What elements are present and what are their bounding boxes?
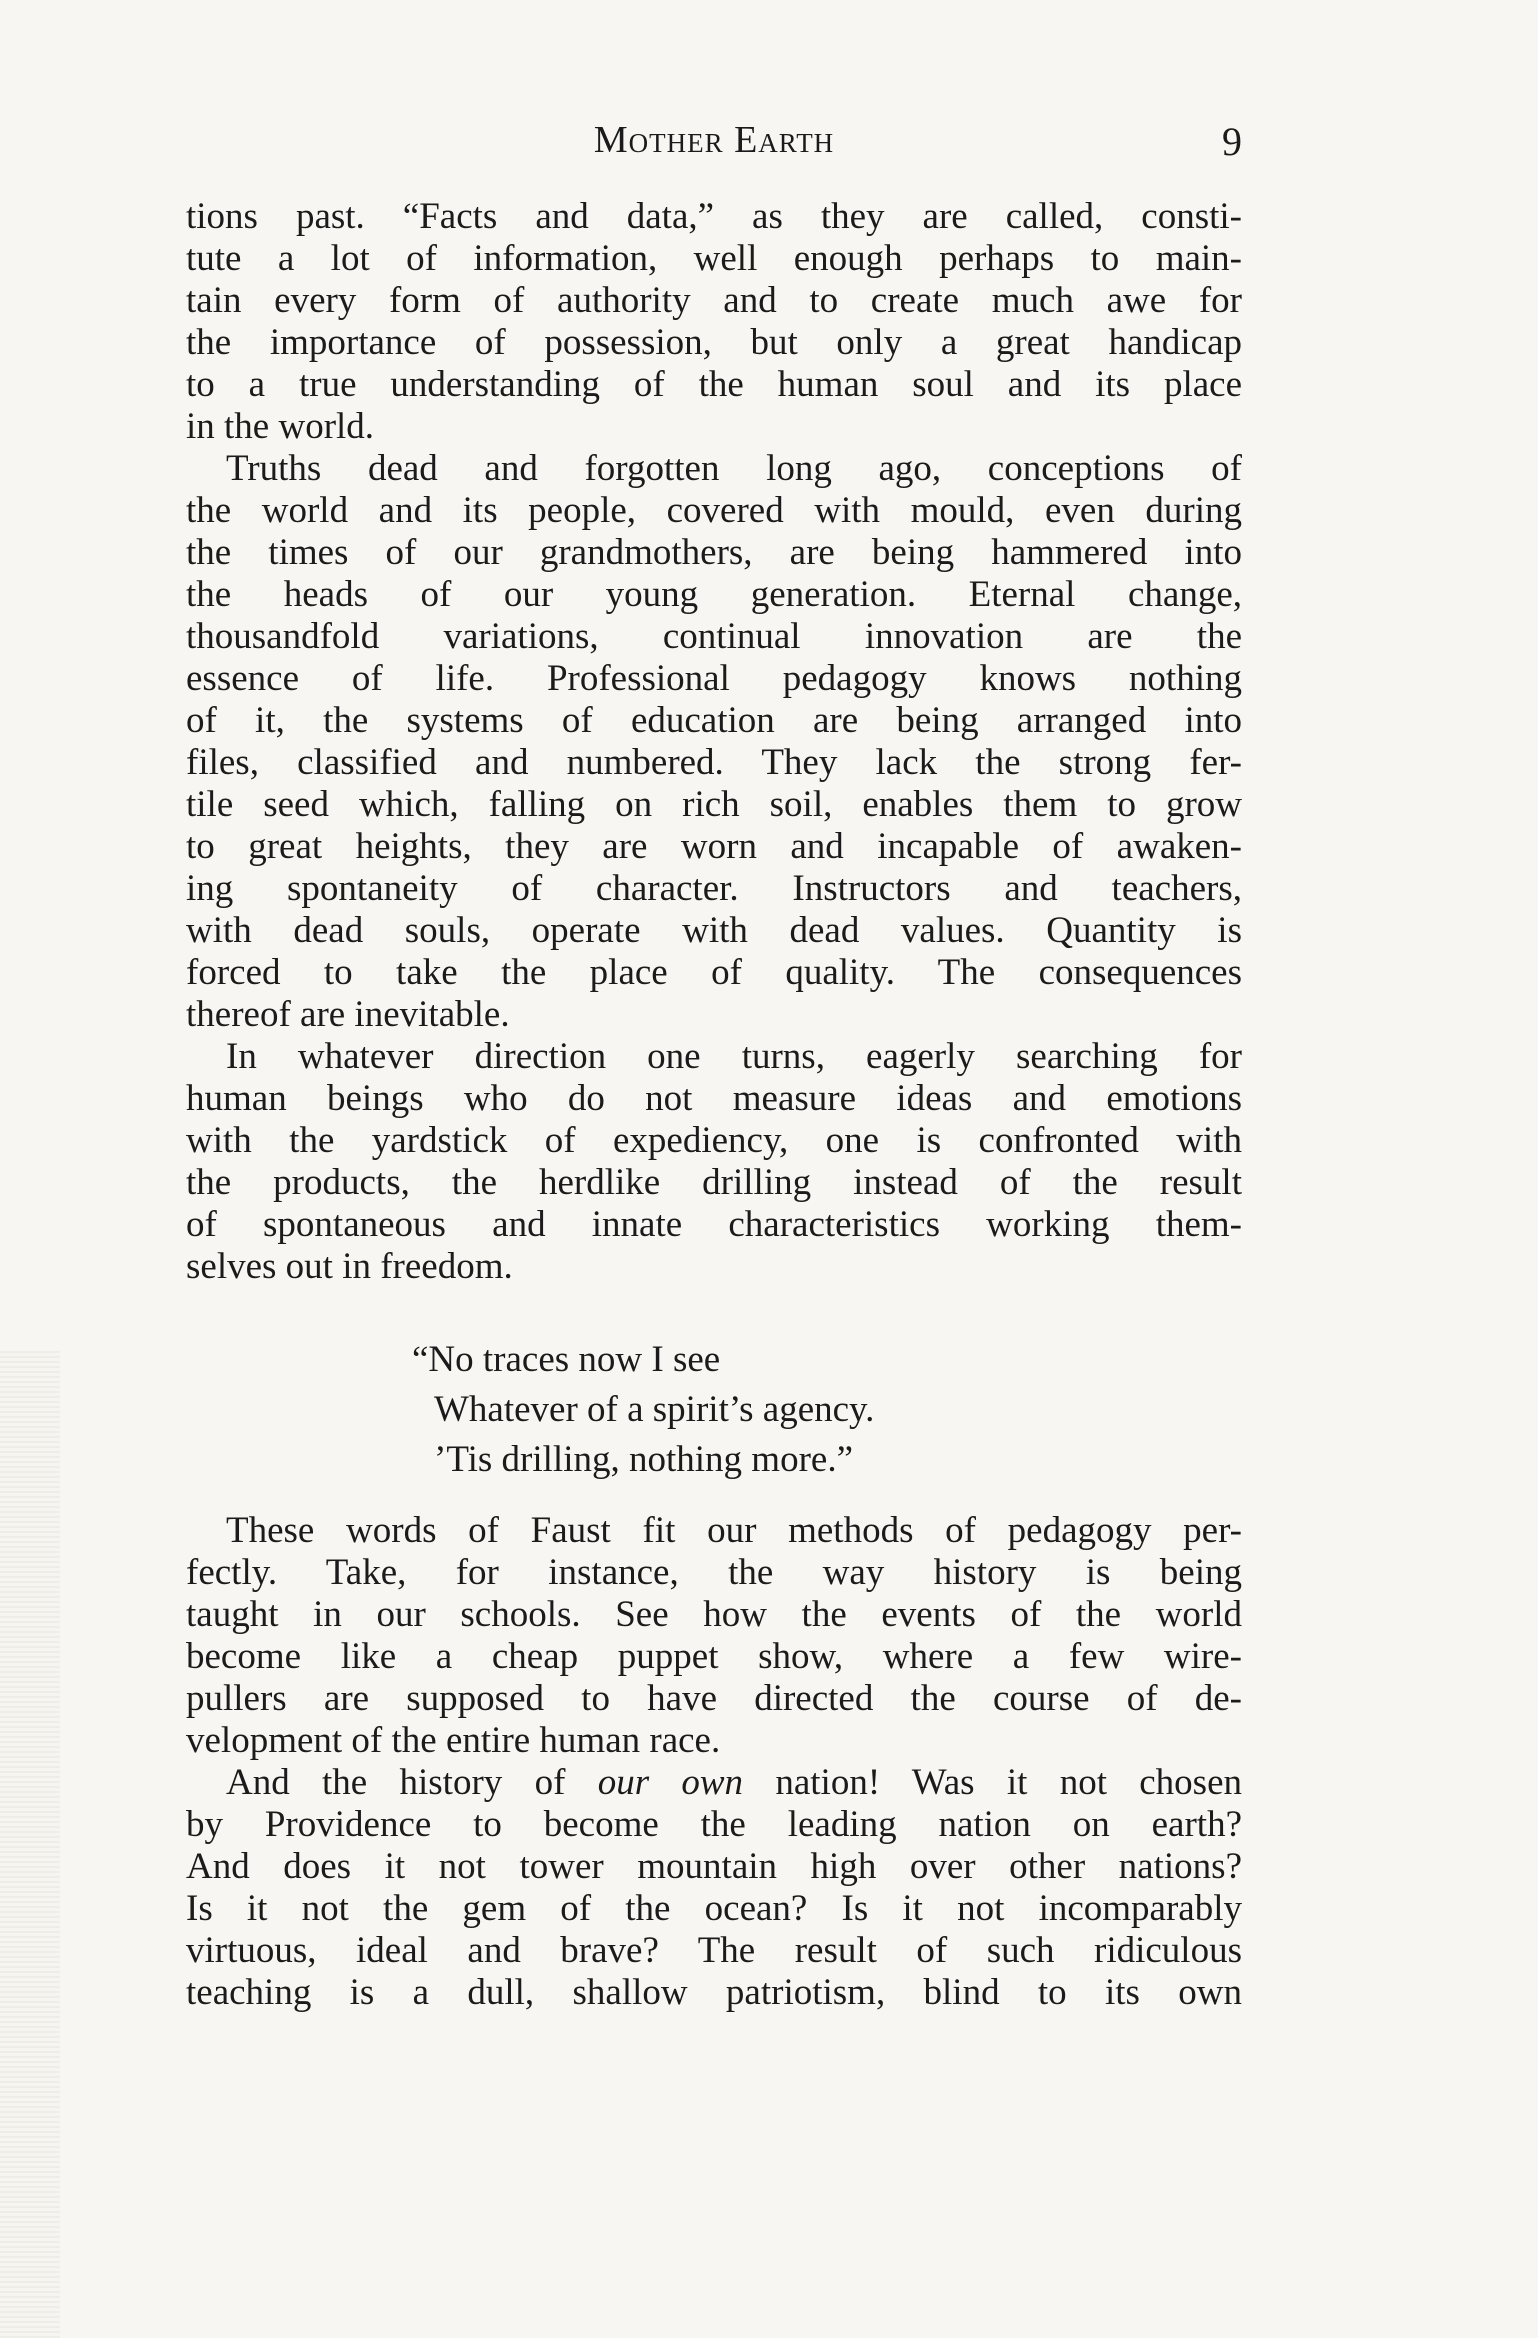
text-line: the world and its people, covered with mould, even during (186, 490, 1242, 531)
paragraph-3 (186, 1036, 1242, 1288)
verse-quotation (412, 1335, 1112, 1485)
text-line: tile seed which, falling on rich soil, enables them to grow (186, 784, 1242, 825)
text-fragment: nation! Was it not chosen (743, 1762, 1243, 1803)
text-line: thereof are inevitable. (186, 994, 510, 1035)
paragraph-5 (186, 1762, 1242, 2014)
text-line: essence of life. Professional pedagogy knows nothing (186, 658, 1242, 699)
text-line: pullers are supposed to have directed the course of de- (186, 1678, 1242, 1719)
text-line: by Providence to become the leading nation on earth? (186, 1804, 1242, 1845)
text-line: of spontaneous and innate characteristics working them- (186, 1204, 1242, 1245)
text-line: with dead souls, operate with dead values. Quantity is (186, 910, 1242, 951)
text-line: the importance of possession, but only a great handicap (186, 322, 1242, 363)
paragraph-2 (186, 448, 1242, 1036)
text-fragment: And the history of (226, 1762, 598, 1803)
text-line: the products, the herdlike drilling instead of the result (186, 1162, 1242, 1203)
text-line: These words of Faust fit our methods of pedagogy per- (226, 1510, 1242, 1551)
text-line: with the yardstick of expediency, one is confronted with (186, 1120, 1242, 1161)
page-edge-texture (0, 1350, 60, 2338)
running-title: Mother Earth (593, 119, 835, 161)
text-line: selves out in freedom. (186, 1246, 513, 1287)
text-line: of it, the systems of education are being arranged into (186, 700, 1242, 741)
paragraph-4 (186, 1510, 1242, 1762)
text-line: tute a lot of information, well enough perhaps to main- (186, 238, 1242, 279)
text-line: In whatever direction one turns, eagerly searching for (226, 1036, 1242, 1077)
text-line: become like a cheap puppet show, where a few wire- (186, 1636, 1242, 1677)
text-line: virtuous, ideal and brave? The result of such ridiculous (186, 1930, 1242, 1971)
text-line: taught in our schools. See how the events of the world (186, 1594, 1242, 1635)
text-line: in the world. (186, 406, 375, 447)
text-line: the heads of our young generation. Eternal change, (186, 574, 1242, 615)
text-line: fectly. Take, for instance, the way history is being (186, 1552, 1242, 1593)
text-line: tain every form of authority and to create much awe for (186, 280, 1242, 321)
paragraph-1 (186, 196, 1242, 448)
body-text-top (186, 196, 1242, 1288)
text-line: And does it not tower mountain high over other nations? (186, 1846, 1242, 1887)
text-line: velopment of the entire human race. (186, 1720, 721, 1761)
text-line (186, 1762, 1242, 1804)
text-line: tions past. “Facts and data,” as they are called, consti- (186, 196, 1242, 237)
text-line: forced to take the place of quality. The consequences (186, 952, 1242, 993)
verse-line: ’Tis drilling, nothing more.” (434, 1439, 853, 1480)
text-line: Is it not the gem of the ocean? Is it not incomparably (186, 1888, 1242, 1929)
page-number: 9 (1222, 119, 1242, 164)
text-line: files, classified and numbered. They lack the strong fer- (186, 742, 1242, 783)
verse-line: “No traces now I see (412, 1339, 721, 1380)
text-line: to great heights, they are worn and incapable of awaken- (186, 826, 1242, 867)
text-line: human beings who do not measure ideas and emotions (186, 1078, 1242, 1119)
text-line: the times of our grandmothers, are being hammered into (186, 532, 1242, 573)
text-line: teaching is a dull, shallow patriotism, blind to its own (186, 1972, 1242, 2013)
text-line: Truths dead and forgotten long ago, conceptions of (226, 448, 1242, 489)
emphasis: our own (597, 1762, 744, 1803)
page-header (186, 118, 1242, 178)
text-line: thousandfold variations, continual innovation are the (186, 616, 1242, 657)
text-line: ing spontaneity of character. Instructors and teachers, (186, 868, 1242, 909)
verse-line: Whatever of a spirit’s agency. (434, 1389, 875, 1430)
body-text-bottom (186, 1510, 1242, 2014)
text-line: to a true understanding of the human soul and its place (186, 364, 1242, 405)
